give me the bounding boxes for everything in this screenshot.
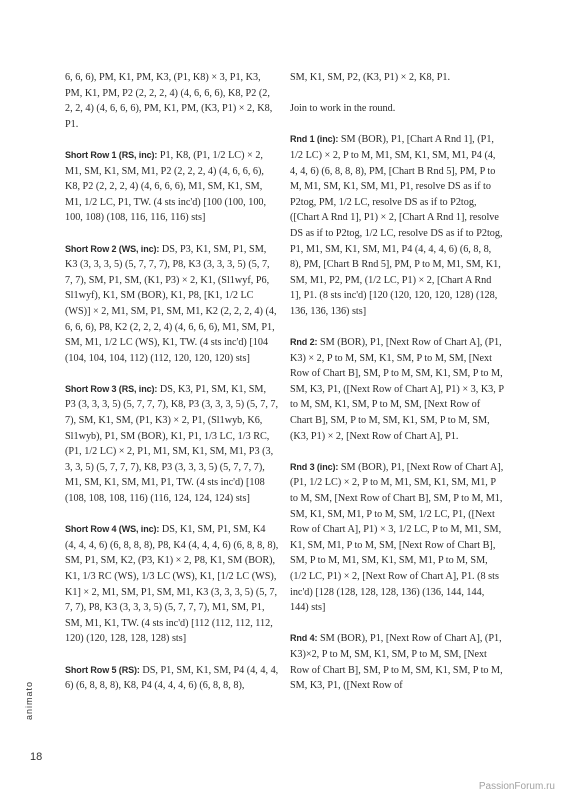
right-column [290,70,504,709]
pattern-paragraph: Short Row 2 (WS, inc): DS, P3, K1, SM, P1, SM, K3 (3, 3, 3, 5) (5, 7, 7, 7), P8, K3 (3, 3, 3, 5) (5, 7, 7, 7), SM, P1, SM, (K1, P3) × 2, K1, (Sl1wyf, P6, Sl1wyf), K1, SM (BOR), K1, P8, [K1, 1/2 LC (WS)] × 2, M1, SM, P1, SM, M1, K2 (2, 2, 2, 4) (4, 6, 6, 6), P8, K2 (2, 2, 2, 4) (4, 6, 6, 6), M1, SM, P1, SM, M1, 1/2 LC (WS), K1, TW. (4 sts inc'd) [104 (104, 104, 104, 112) (112, 120, 120, 120) sts] [65,243,277,364]
round-heading: Rnd 2: [290,337,318,348]
row-heading: Short Row 3 (RS, inc): [65,383,158,394]
round-heading: Rnd 3 (inc): [290,461,339,472]
row-heading: Short Row 5 (RS): [65,664,140,675]
pattern-paragraph: 6, 6, 6), PM, K1, PM, K3, (P1, K8) × 3, P1, K3, PM, K1, PM, P2 (2, 2, 2, 4) (4, 6, 6, 6), K8, P2 (2, 2, 2, 4) (4, 6, 6, 6), PM, K1, PM, (K3, P1) × 2, K8, P1. [65,72,273,130]
left-column [65,70,279,709]
page-number: 18 [30,751,43,763]
pattern-paragraph: Short Row 4 (WS, inc): DS, K1, SM, P1, SM, K4 (4, 4, 4, 6) (6, 8, 8, 8), P8, K4 (4, 4, 4, 6) (6, 8, 8, 8), SM, P1, SM, K2, (P3, K1) × 2, P8, K1, SM (BOR), K1, 1/3 RC (WS), 1/3 LC (WS), K1, [1/2 LC (WS), K1] × 2, M1, SM, P1, SM, M1, K3 (3, 3, 3, 5) (5, 7, 7, 7), P8, K3 (3, 3, 3, 5) (5, 7, 7, 7), M1, SM, P1, SM, M1, K1, TW. (4 sts inc'd) [112 (112, 112, 112, 120) (120, 128, 128, 128) sts] [65,524,279,645]
pattern-paragraph: Rnd 1 (inc): SM (BOR), P1, [Chart A Rnd 1], (P1, 1/2 LC) × 2, P to M, M1, SM, K1, SM, M1, P4 (4, 4, 4, 6) (6, 8, 8, 8), PM, [Chart B Rnd 5], PM, P to M, M1, SM, K1, SM, M1, P1, resolve DS as if to P2tog, PM, 1/2 LC, resolve DS as if to P2tog, ([Chart A Rnd 1], P1) × 2, [Chart A Rnd 1], resolve DS as if to P2tog, 1/2 LC, resolve DS as if to P2tog, P1, M1, SM, K1, SM, M1, P4 (4, 4, 4, 6) (6, 8, 8, 8), PM, [Chart B Rnd 5], PM, P to M, M1, SM, K1, SM, M1, P2, PM, (1/2 LC, P1) × 2, [Chart A Rnd 1], P1. (8 sts inc'd) [120 (120, 120, 120, 128) (128, 136, 136, 136) sts] [290,134,503,317]
pattern-paragraph: SM, K1, SM, P2, (K3, P1) × 2, K8, P1. [290,72,451,83]
pattern-paragraph: Short Row 3 (RS, inc): DS, K3, P1, SM, K1, SM, P3 (3, 3, 3, 5) (5, 7, 7, 7), K8, P3 (3, 3, 3, 5) (5, 7, 7, 7), SM, K1, SM, (P1, K3) × 2, P1, (Sl1wyb, K6, Sl1wyb), P1, SM (BOR), K1, P1, 1/3 LC, 1/3 RC, (P1, 1/2 LC) × 2, P1, M1, SM, K1, SM, M1, P3 (3, 3, 3, 5) (5, 7, 7, 7), K8, P3 (3, 3, 3, 5) (5, 7, 7, 7), M1, SM, K1, SM, M1, P1, TW. (4 sts inc'd) [108 (108, 108, 108, 116) (116, 124, 124, 124) sts] [65,383,279,505]
side-label: animato [24,680,34,720]
pattern-paragraph: Rnd 4: SM (BOR), P1, [Next Row of Chart A], (P1, K3)×2, P to M, SM, K1, SM, P to M, SM, [Next Row of Chart B], SM, P to M, SM, K1, SM, P to M, SM, K3, P1, ([Next Row of [290,633,503,692]
pattern-paragraph: Short Row 5 (RS): DS, P1, SM, K1, SM, P4 (4, 4, 4, 6) (6, 8, 8, 8), K8, P4 (4, 4, 4, 6) (6, 8, 8, 8), [65,664,279,692]
row-heading: Short Row 4 (WS, inc): [65,524,160,535]
watermark: PassionForum.ru [478,781,555,792]
pattern-paragraph: Rnd 3 (inc): SM (BOR), P1, [Next Row of Chart A], (P1, 1/2 LC) × 2, P to M, M1, SM, K1, SM, M1, P to M, SM, [Next Row of Chart B], SM, P to M, M1, SM, K1, SM, M1, P to M, SM, 1/2 LC, P1, ([Next Row of Chart A], P1) × 3, 1/2 LC, P to M, M1, SM, K1, SM, M1, P to M, SM, [Next Row of Chart B], SM, P to M, M1, SM, K1, SM, M1, P to M, SM, (1/2 LC, P1) × 2, [Next Row of Chart A], P1. (8 sts inc'd) [128 (128, 128, 128, 136) (136, 144, 144, 144) sts] [290,461,504,614]
row-heading: Short Row 2 (WS, inc): [65,243,160,254]
row-heading: Short Row 1 (RS, inc): [65,149,158,160]
pattern-paragraph: Rnd 2: SM (BOR), P1, [Next Row of Chart A], (P1, K3) × 2, P to M, SM, K1, SM, P to M, SM, [Next Row of Chart B], SM, P to M, SM, K1, SM, P to M, SM, K3, P1, ([Next Row of Chart A], P1) × 3, K3, P to M, SM, K1, SM, P to M, SM, [Next Row of Chart B], SM, P to M, SM, K1, SM, P to M, SM, (K3, P1) × 2, [Next Row of Chart A], P1. [290,337,504,442]
pattern-paragraph: Join to work in the round. [290,103,396,115]
round-heading: Rnd 1 (inc): [290,134,339,145]
pattern-paragraph: Short Row 1 (RS, inc): P1, K8, (P1, 1/2 LC) × 2, M1, SM, K1, SM, M1, P2 (2, 2, 2, 4) (4, 6, 6, 6), K8, P2 (2, 2, 2, 4) (4, 6, 6, 6), M1, SM, K1, SM, M1, 1/2 LC, P1, TW. (4 sts inc'd) [100 (100, 100, 100, 108) (108, 116, 116, 116) sts] [65,149,267,224]
round-heading: Rnd 4: [290,633,318,644]
